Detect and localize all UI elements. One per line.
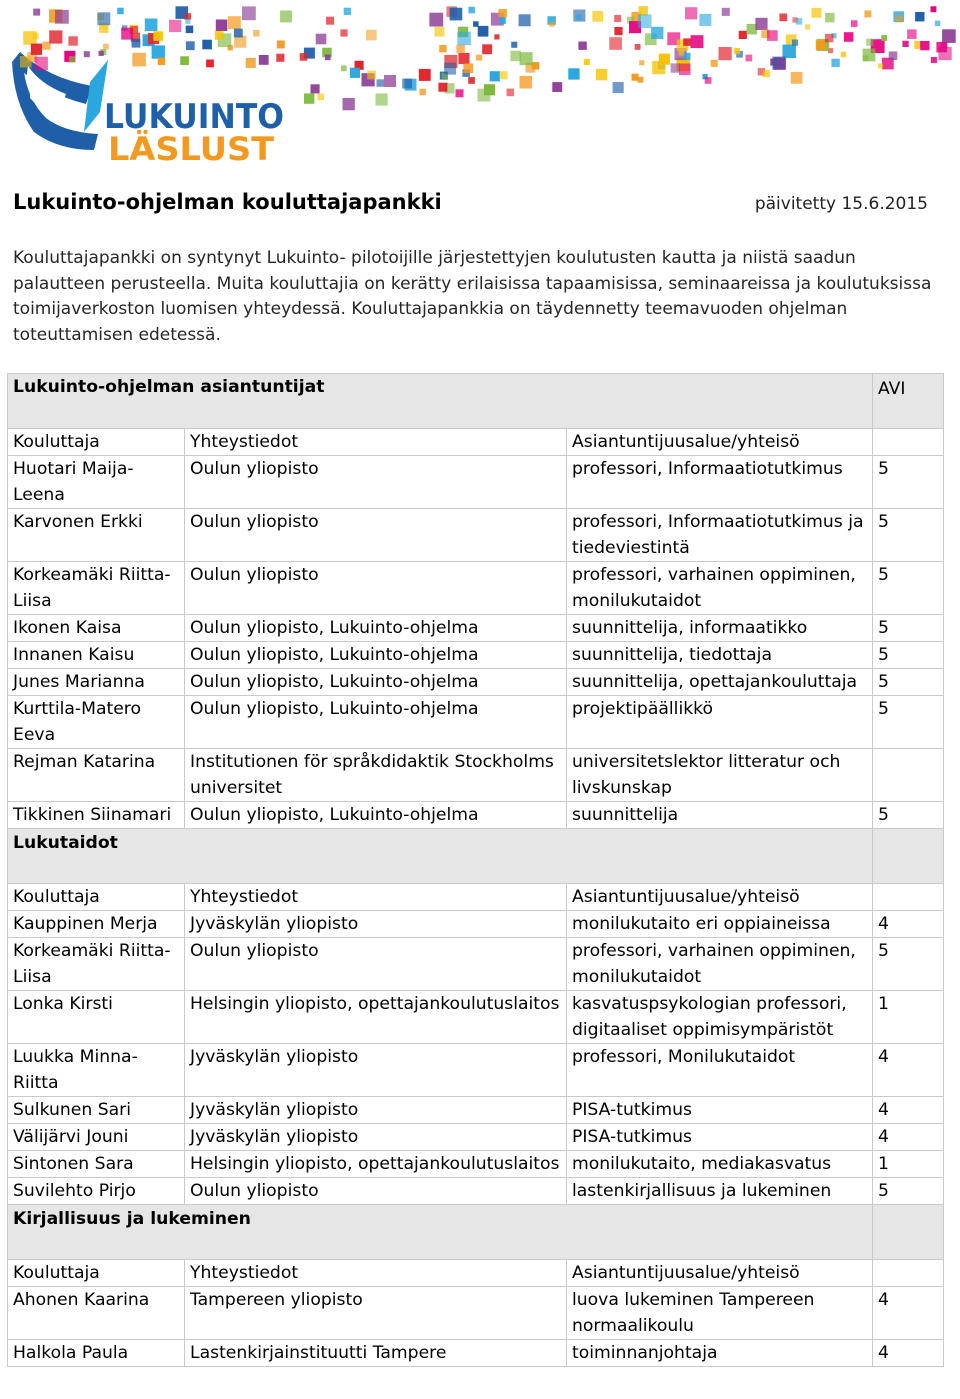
trainer-avi: 5 (873, 509, 944, 562)
section-header-row (8, 374, 944, 429)
trainer-name: Sintonen Sara (8, 1151, 185, 1178)
trainer-expertise: PISA-tutkimus (567, 1124, 873, 1151)
confetti-square (456, 89, 464, 97)
confetti-square (576, 15, 582, 21)
trainer-avi: 4 (873, 1340, 944, 1367)
column-header-expertise: Asiantuntijuusalue/yhteisö (567, 1260, 873, 1287)
trainer-name: Kurttila-Matero Eeva (8, 696, 185, 749)
section-title: Lukutaidot (8, 829, 873, 884)
confetti-square (438, 83, 447, 92)
confetti-square (97, 12, 110, 25)
confetti-square (215, 31, 224, 40)
trainer-contact: Oulun yliopisto (185, 509, 567, 562)
confetti-square (614, 15, 621, 22)
table-row (8, 615, 944, 642)
trainer-contact: Tampereen yliopisto (185, 1287, 567, 1340)
confetti-square (55, 10, 69, 24)
page-title: Lukuinto-ohjelman kouluttajapankki (13, 190, 442, 214)
confetti-square (614, 27, 622, 35)
confetti-square (920, 41, 929, 50)
confetti-square (132, 39, 141, 48)
table-row (8, 509, 944, 562)
trainer-name: Tikkinen Siinamari (8, 802, 185, 829)
column-header-contact: Yhteystiedot (185, 429, 567, 456)
confetti-square (419, 89, 426, 96)
trainer-name: Junes Marianna (8, 669, 185, 696)
confetti-square (683, 38, 690, 45)
table-row (8, 642, 944, 669)
confetti-square (691, 35, 704, 48)
trainer-expertise: universitetslektor litteratur och livskunskap (567, 749, 873, 802)
trainer-expertise: toiminnanjohtaja (567, 1340, 873, 1367)
confetti-square (419, 69, 431, 81)
confetti-square (202, 40, 212, 50)
section-title: Kirjallisuus ja lukeminen (8, 1205, 873, 1260)
trainer-contact: Helsingin yliopisto, opettajankoulutuslaitos (185, 1151, 567, 1178)
confetti-square (734, 48, 740, 54)
trainer-avi: 5 (873, 669, 944, 696)
confetti-decoration (20, 6, 956, 110)
column-header-expertise: Asiantuntijuusalue/yhteisö (567, 429, 873, 456)
confetti-square (679, 64, 691, 76)
confetti-square (463, 63, 473, 73)
confetti-square (739, 31, 747, 39)
confetti-square (791, 72, 803, 84)
confetti-square (158, 58, 165, 65)
trainer-name: Ikonen Kaisa (8, 615, 185, 642)
confetti-square (300, 53, 308, 61)
trainer-expertise: professori, varhainen oppiminen, monilukutaidot (567, 562, 873, 615)
trainer-avi: 5 (873, 938, 944, 991)
confetti-square (609, 37, 622, 50)
confetti-square (907, 29, 917, 39)
confetti-square (49, 30, 62, 43)
trainer-contact: Jyväskylän yliopisto (185, 911, 567, 938)
column-header-trainer: Kouluttaja (8, 1260, 185, 1287)
confetti-square (185, 19, 190, 24)
trainer-expertise: PISA-tutkimus (567, 1097, 873, 1124)
logo-line2: LÄSLUST (108, 130, 275, 168)
confetti-square (711, 60, 718, 67)
trainer-expertise: professori, Monilukutaidot (567, 1044, 873, 1097)
trainer-name: Rejman Katarina (8, 749, 185, 802)
confetti-square (344, 8, 351, 15)
column-header-row (8, 1260, 944, 1287)
confetti-square (476, 55, 482, 61)
confetti-square (311, 84, 320, 93)
confetti-square (180, 56, 189, 65)
trainer-avi: 4 (873, 1044, 944, 1097)
confetti-square (402, 79, 412, 89)
trainer-name: Huotari Maija-Leena (8, 456, 185, 509)
confetti-square (276, 54, 284, 62)
trainer-avi: 4 (873, 1097, 944, 1124)
confetti-square (84, 51, 90, 57)
trainer-avi: 4 (873, 1124, 944, 1151)
confetti-square (939, 47, 952, 60)
confetti-square (520, 52, 533, 65)
confetti-square (651, 27, 663, 39)
trainer-avi: 1 (873, 1151, 944, 1178)
updated-date: päivitetty 15.6.2015 (754, 194, 928, 214)
confetti-square (507, 89, 515, 97)
confetti-square (68, 36, 77, 45)
confetti-square (520, 76, 533, 89)
confetti-square (942, 29, 956, 43)
trainer-expertise: suunnittelija, tiedottaja (567, 642, 873, 669)
trainer-contact: Jyväskylän yliopisto (185, 1044, 567, 1097)
confetti-square (755, 18, 767, 30)
confetti-square (121, 28, 133, 40)
confetti-square (863, 55, 869, 61)
confetti-square (253, 30, 260, 37)
trainer-contact: Jyväskylän yliopisto (185, 1097, 567, 1124)
trainer-name: Ahonen Kaarina (8, 1287, 185, 1340)
confetti-square (699, 14, 711, 26)
confetti-square (552, 82, 562, 92)
trainer-expertise: suunnittelija (567, 802, 873, 829)
table-row (8, 1287, 944, 1340)
confetti-square (317, 94, 324, 101)
confetti-square (831, 59, 839, 67)
confetti-square (792, 40, 798, 46)
confetti-square (931, 6, 937, 12)
confetti-square (719, 47, 732, 60)
trainer-contact: Oulun yliopisto, Lukuinto-ohjelma (185, 802, 567, 829)
confetti-square (103, 44, 109, 50)
confetti-square (35, 57, 48, 70)
confetti-square (435, 27, 445, 37)
confetti-square (902, 41, 908, 47)
confetti-square (639, 6, 648, 15)
column-header-row (8, 884, 944, 911)
confetti-square (186, 41, 195, 50)
trainer-name: Suvilehto Pirjo (8, 1178, 185, 1205)
trainer-expertise: professori, varhainen oppiminen, monilukutaidot (567, 938, 873, 991)
confetti-square (185, 13, 192, 20)
table-row (8, 802, 944, 829)
confetti-square (746, 55, 753, 62)
trainer-avi: 5 (873, 642, 944, 669)
confetti-square (325, 55, 331, 61)
confetti-square (866, 39, 873, 46)
confetti-square (844, 32, 854, 42)
confetti-square (132, 53, 146, 67)
confetti-square (549, 21, 555, 27)
trainer-expertise: professori, Informaatiotutkimus ja tiedeviestintä (567, 509, 873, 562)
confetti-square (341, 65, 347, 71)
trainer-avi: 5 (873, 696, 944, 749)
table-row (8, 991, 944, 1044)
trainer-expertise: kasvatuspsykologian professori, digitaaliset oppimisympäristöt (567, 991, 873, 1044)
confetti-square (439, 45, 446, 52)
table-row (8, 1151, 944, 1178)
confetti-square (458, 53, 469, 64)
table-row (8, 1097, 944, 1124)
confetti-square (683, 53, 690, 60)
section-avi-cell (873, 829, 944, 884)
trainer-contact: Lastenkirjainstituutti Tampere (185, 1340, 567, 1367)
trainer-avi: 4 (873, 911, 944, 938)
trainer-contact: Oulun yliopisto, Lukuinto-ohjelma (185, 615, 567, 642)
trainer-expertise: professori, Informaatiotutkimus (567, 456, 873, 509)
confetti-square (145, 19, 158, 32)
confetti-square (851, 20, 858, 27)
trainer-expertise: projektipäällikkö (567, 696, 873, 749)
trainer-contact: Oulun yliopisto (185, 456, 567, 509)
trainer-contact: Oulun yliopisto (185, 562, 567, 615)
trainer-contact: Helsingin yliopisto, opettajankoulutuslaitos (185, 991, 567, 1044)
confetti-square (450, 8, 463, 21)
confetti-square (169, 20, 181, 32)
confetti-square (639, 60, 644, 65)
confetti-square (498, 9, 507, 18)
confetti-square (767, 30, 778, 41)
confetti-square (482, 44, 492, 54)
confetti-square (152, 45, 165, 58)
confetti-square (772, 57, 785, 70)
trainer-avi: 5 (873, 802, 944, 829)
confetti-square (99, 51, 104, 56)
confetti-square (878, 63, 883, 68)
confetti-square (280, 11, 292, 23)
confetti-square (722, 8, 730, 16)
confetti-square (316, 34, 327, 45)
trainer-avi: 5 (873, 615, 944, 642)
table-row (8, 669, 944, 696)
confetti-square (340, 29, 347, 36)
confetti-square (234, 36, 246, 48)
trainer-contact: Oulun yliopisto (185, 1178, 567, 1205)
confetti-square (613, 82, 624, 93)
confetti-square (841, 52, 847, 58)
column-header-trainer: Kouluttaja (8, 429, 185, 456)
table-row (8, 911, 944, 938)
title-row (13, 190, 928, 222)
confetti-square (31, 44, 42, 55)
table-row (8, 562, 944, 615)
section-header-row (8, 1205, 944, 1260)
confetti-square (117, 8, 124, 15)
table-row (8, 749, 944, 802)
confetti-square (881, 35, 887, 41)
trainer-name: Korkeamäki Riitta-Liisa (8, 562, 185, 615)
trainer-avi: 5 (873, 456, 944, 509)
confetti-square (889, 51, 898, 60)
confetti-square (366, 30, 377, 41)
trainer-avi (873, 749, 944, 802)
confetti-square (350, 68, 360, 78)
confetti-square (796, 18, 803, 25)
confetti-square (584, 59, 590, 65)
confetti-square (763, 70, 770, 77)
column-header-avi (873, 429, 944, 456)
confetti-square (456, 45, 464, 53)
trainer-name: Sulkunen Sari (8, 1097, 185, 1124)
column-header-avi (873, 1260, 944, 1287)
trainer-contact: Jyväskylän yliopisto (185, 1124, 567, 1151)
trainer-name: Halkola Paula (8, 1340, 185, 1367)
confetti-square (578, 42, 586, 50)
confetti-square (635, 44, 641, 50)
confetti-square (478, 89, 491, 102)
confetti-square (206, 60, 214, 68)
trainer-expertise: lastenkirjallisuus ja lukeminen (567, 1178, 873, 1205)
trainer-name: Innanen Kaisu (8, 642, 185, 669)
confetti-square (153, 31, 163, 41)
confetti-square (499, 17, 506, 24)
confetti-square (596, 69, 607, 80)
trainer-avi: 4 (873, 1287, 944, 1340)
trainer-name: Lonka Kirsti (8, 991, 185, 1044)
confetti-square (376, 93, 388, 105)
confetti-square (499, 71, 507, 79)
column-header-avi (873, 884, 944, 911)
confetti-square (468, 77, 475, 84)
confetti-square (935, 21, 941, 27)
confetti-square (825, 34, 834, 43)
trainer-avi: 5 (873, 1178, 944, 1205)
confetti-square (429, 13, 443, 27)
confetti-square (444, 63, 456, 75)
table-row (8, 1124, 944, 1151)
table-row (8, 456, 944, 509)
confetti-square (632, 74, 639, 81)
confetti-square (216, 20, 228, 32)
trainer-contact: Oulun yliopisto (185, 938, 567, 991)
confetti-square (457, 32, 471, 46)
table-row (8, 1340, 944, 1367)
column-header-row (8, 429, 944, 456)
confetti-square (519, 14, 531, 26)
table-row (8, 696, 944, 749)
table-row (8, 938, 944, 991)
trainer-name: Luukka Minna-Riitta (8, 1044, 185, 1097)
confetti-square (384, 75, 396, 87)
confetti-square (23, 31, 37, 45)
column-header-expertise: Asiantuntijuusalue/yhteisö (567, 884, 873, 911)
column-header-contact: Yhteystiedot (185, 884, 567, 911)
trainer-expertise: luova lukeminen Tampereen normaalikoulu (567, 1287, 873, 1340)
confetti-square (494, 34, 499, 39)
confetti-square (228, 16, 241, 29)
trainer-avi: 5 (873, 562, 944, 615)
confetti-square (671, 63, 680, 72)
confetti-square (805, 24, 810, 29)
confetti-square (242, 6, 256, 20)
confetti-square (33, 9, 40, 16)
trainer-expertise: suunnittelija, opettajankouluttaja (567, 669, 873, 696)
confetti-square (812, 8, 822, 18)
intro-paragraph: Kouluttajapankki on syntynyt Lukuinto- pilotoijille järjestettyjen koulutusten kautta ja niistä saadun palautteen perusteella. Muita kouluttajia on kerätty erilaisissa tapaamisissa, seminaareissa ja koulutuksissa toimijaverkoston luomisen yhteydessä. Kouluttajapankkia on täydennetty teemavuoden ohjelman toteuttamisen edetessä. (13, 248, 932, 345)
section-avi-cell (873, 1205, 944, 1260)
trainer-name: Kauppinen Merja (8, 911, 185, 938)
confetti-square (659, 54, 670, 65)
confetti-square (895, 15, 903, 23)
column-header-trainer: Kouluttaja (8, 884, 185, 911)
confetti-square (638, 14, 652, 28)
confetti-square (779, 14, 787, 22)
confetti-square (367, 71, 376, 80)
confetti-square (468, 7, 475, 14)
column-header-contact: Yhteystiedot (185, 1260, 567, 1287)
trainer-table (7, 373, 944, 1367)
confetti-square (69, 56, 75, 62)
confetti-square (510, 51, 521, 62)
confetti-square (825, 13, 835, 23)
confetti-square (478, 26, 489, 37)
confetti-square (246, 58, 256, 68)
confetti-square (326, 17, 334, 25)
confetti-square (343, 98, 355, 110)
confetti-square (931, 57, 937, 63)
table-row (8, 1044, 944, 1097)
confetti-square (377, 79, 385, 87)
trainer-contact: Oulun yliopisto, Lukuinto-ohjelma (185, 669, 567, 696)
trainer-avi: 1 (873, 991, 944, 1044)
trainer-name: Välijärvi Jouni (8, 1124, 185, 1151)
confetti-square (915, 12, 924, 21)
confetti-square (234, 29, 243, 38)
section-header-row (8, 829, 944, 884)
confetti-square (592, 11, 603, 22)
trainer-contact: Oulun yliopisto, Lukuinto-ohjelma (185, 696, 567, 749)
confetti-square (685, 7, 697, 19)
lukuinto-logo (0, 0, 960, 175)
confetti-square (816, 40, 826, 50)
confetti-square (511, 42, 517, 48)
trainer-contact: Institutionen för språkdidaktik Stockholms universitet (185, 749, 567, 802)
confetti-square (705, 77, 712, 84)
trainer-name: Karvonen Erkki (8, 509, 185, 562)
avi-column-header: AVI (873, 374, 944, 429)
confetti-square (864, 10, 871, 17)
table-row (8, 1178, 944, 1205)
confetti-square (490, 71, 500, 81)
confetti-square (277, 41, 285, 49)
confetti-square (186, 26, 194, 33)
confetti-square (304, 93, 314, 103)
trainer-expertise: monilukutaito, mediakasvatus (567, 1151, 873, 1178)
confetti-square (783, 45, 796, 58)
trainer-expertise: suunnittelija, informaatikko (567, 615, 873, 642)
logo-line1: LUKUINTO (104, 97, 284, 137)
confetti-square (568, 68, 579, 79)
section-title: Lukuinto-ohjelman asiantuntijat (8, 374, 873, 429)
trainer-name: Korkeamäki Riitta-Liisa (8, 938, 185, 991)
trainer-contact: Oulun yliopisto, Lukuinto-ohjelma (185, 642, 567, 669)
confetti-square (259, 55, 269, 65)
trainer-expertise: monilukutaito eri oppiaineissa (567, 911, 873, 938)
